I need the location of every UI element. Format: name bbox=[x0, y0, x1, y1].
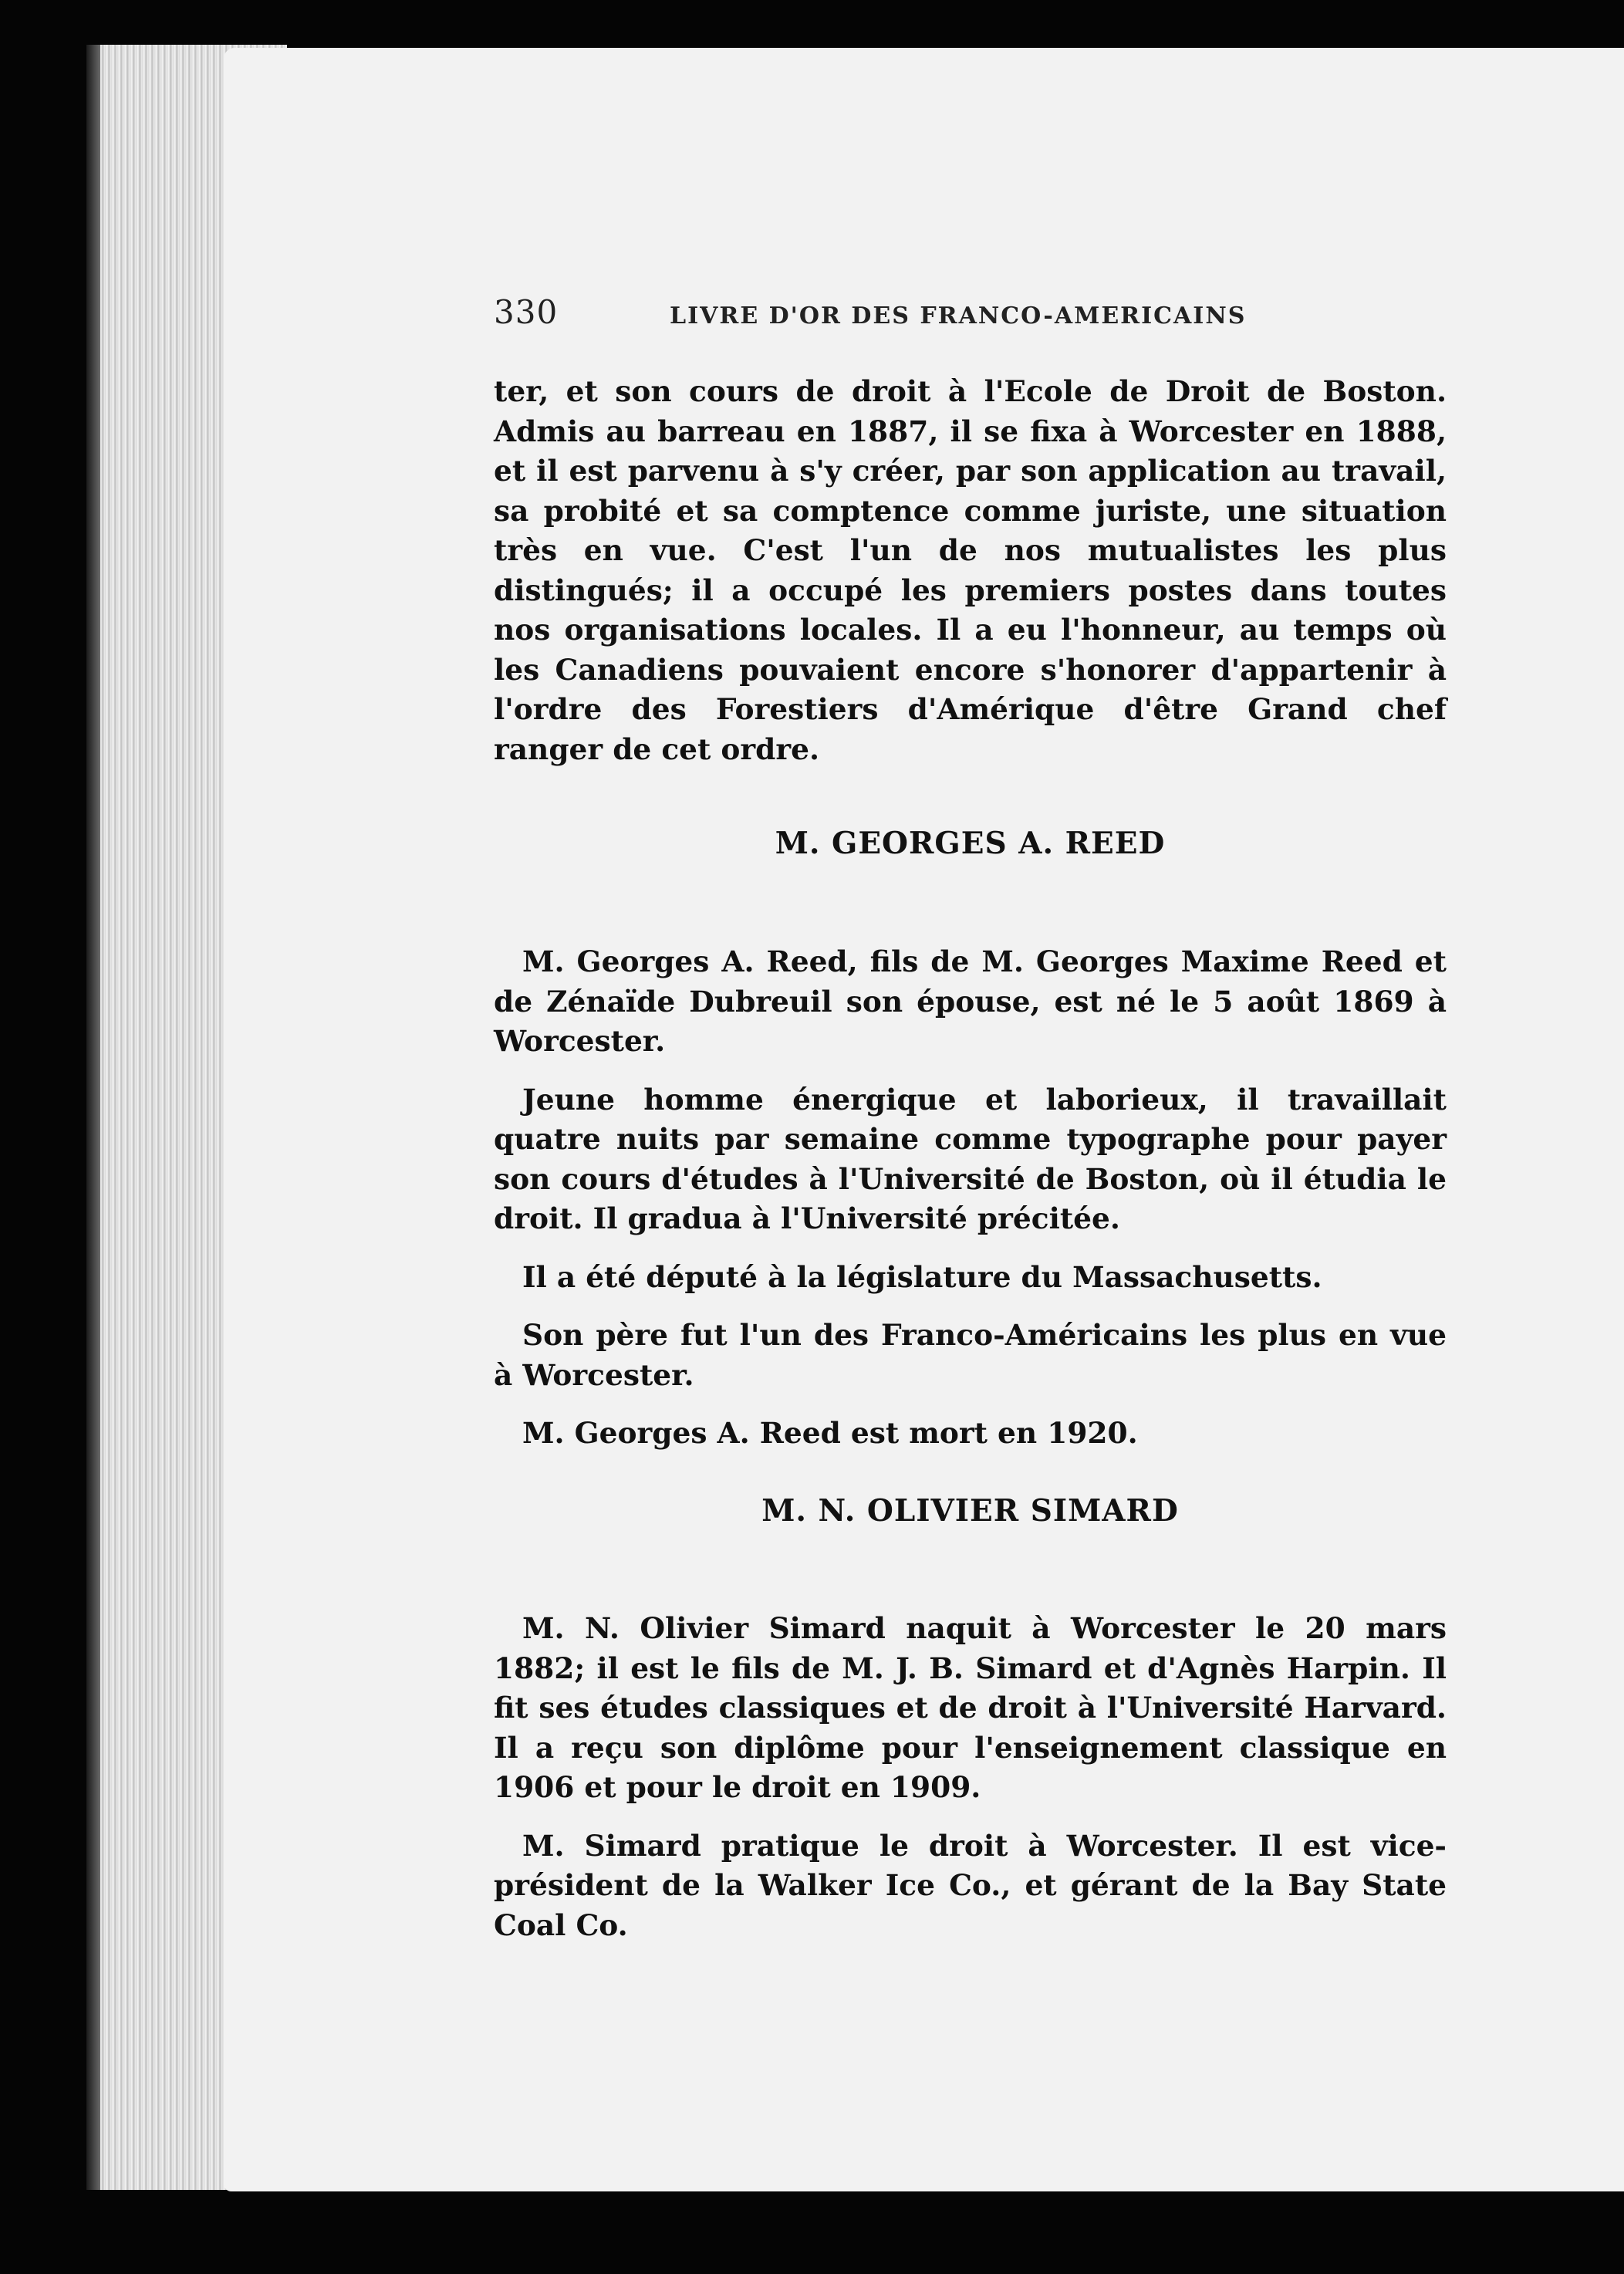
running-head bbox=[494, 293, 1265, 332]
paragraph: M. Georges A. Reed est mort en 1920. bbox=[522, 1416, 1138, 1450]
paragraph: M. N. Olivier Simard naquit à Worcester le 20 mars 1882; il est le fils de M. J. B. Simard et d'Agnès Harpin. Il fit ses études classiques et de droit à l'Université Harvard. Il a reçu son diplôme pour l'enseignement classique en 1906 et pour le droit en 1909. bbox=[494, 1611, 1447, 1804]
paragraph: Son père fut l'un des Franco-Américains les plus en vue à Worcester. bbox=[494, 1318, 1447, 1392]
section-body-reed bbox=[494, 942, 1447, 1454]
paragraph: Il a été député à la législature du Massachusetts. bbox=[522, 1259, 1322, 1294]
section-heading-simard: M. N. OLIVIER SIMARD bbox=[761, 1493, 1179, 1529]
book-spine-shadow bbox=[86, 45, 100, 2190]
opening-paragraph: ter, et son cours de droit à l'Ecole de Droit de Boston. Admis au barreau en 1887, il se fixa à Worcester en 1888, et il est parvenu à s'y créer, par son application au travail, sa probité et sa comptence comme juriste, une situation très en vue. C'est l'un de nos mutualistes les plus distingués; il a occupé les premiers postes dans toutes nos organisations locales. Il a eu l'honneur, au temps où les Canadiens pouvaient encore s'honorer d'appartenir à l'ordre des Forestiers d'Amérique d'être Grand chef ranger de cet ordre. bbox=[494, 374, 1447, 766]
paragraph: M. Georges A. Reed, fils de M. Georges Maxime Reed et de Zénaïde Dubreuil son épouse, est né le 5 août 1869 à Worcester. bbox=[494, 944, 1447, 1058]
section-heading-reed: M. GEORGES A. REED bbox=[775, 826, 1166, 861]
paragraph: Jeune homme énergique et laborieux, il travaillait quatre nuits par semaine comme typographe pour payer son cours d'études à l'Université de Boston, où il étudia le droit. Il gradua à l'Université précitée. bbox=[494, 1082, 1447, 1235]
book-title: LIVRE D'OR DES FRANCO-AMERICAINS bbox=[670, 302, 1247, 329]
paragraph: M. Simard pratique le droit à Worcester. Il est vice-président de la Walker Ice Co., et gérant de la Bay State Coal Co. bbox=[494, 1828, 1447, 1942]
section-body-simard bbox=[494, 1609, 1447, 1945]
page-number: 330 bbox=[494, 293, 559, 331]
opening-text-block bbox=[494, 372, 1447, 769]
